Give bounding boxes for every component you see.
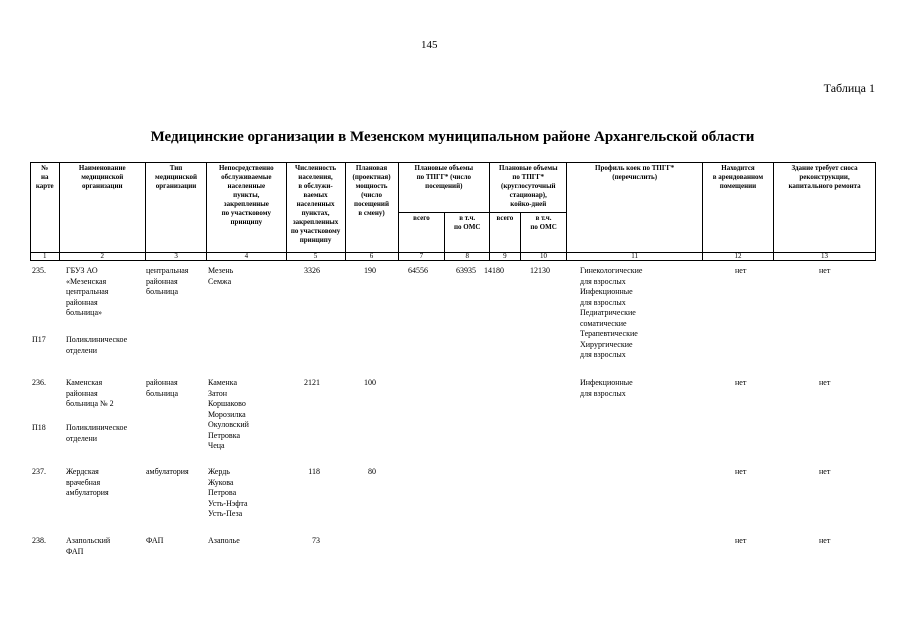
- population: 118: [308, 467, 320, 476]
- needs-repair: нет: [819, 536, 831, 545]
- department-name: Поликлиническое отделени: [66, 335, 128, 355]
- table-header: [30, 162, 876, 261]
- beddays-total: 14180: [484, 266, 504, 275]
- header-col-11: Профиль коек по ТПГГ* (перечислить): [567, 163, 702, 253]
- population: 3326: [304, 266, 320, 275]
- col-number: 4: [207, 253, 286, 261]
- col-number: 7: [398, 253, 445, 261]
- beddays-oms: 12130: [530, 266, 550, 275]
- row-number: 235.: [32, 266, 46, 275]
- page-number: 145: [421, 39, 438, 51]
- needs-repair: нет: [819, 266, 831, 275]
- col-number: 11: [567, 253, 702, 261]
- header-col-4: Непосредственно обслуживаемые населенные пункты, закрепленные по участковому принципу: [207, 163, 286, 253]
- row-number: 237.: [32, 467, 46, 476]
- header-col-5: Численность населения, в обслужи- ваемых населенных пунктах, закрепленных по участковому принципу: [286, 163, 345, 253]
- col-number: 3: [146, 253, 207, 261]
- org-name: ГБУЗ АО «Мезенская центральная районная больница»: [66, 266, 109, 317]
- table-row: [30, 266, 876, 378]
- rented-premises: нет: [735, 266, 747, 275]
- header-col-12: Находится в арендованном помещении: [702, 163, 773, 253]
- col-number: 6: [345, 253, 398, 261]
- org-name: Каменская районная больница № 2: [66, 378, 114, 408]
- header-col-1: № на карте: [31, 163, 60, 253]
- col-number: 13: [774, 253, 876, 261]
- org-type: ФАП: [146, 536, 164, 545]
- bed-profile: Инфекционные для взрослых: [580, 378, 633, 398]
- rented-premises: нет: [735, 378, 747, 387]
- document-title: Медицинские организации в Мезенском муниципальном районе Архангельской области: [150, 129, 755, 145]
- table-row: [30, 467, 876, 536]
- visits-total: 64556: [408, 266, 428, 275]
- needs-repair: нет: [819, 467, 831, 476]
- col-number: 5: [286, 253, 345, 261]
- col-number: 9: [490, 253, 521, 261]
- header-col-7: всего: [398, 213, 445, 253]
- settlements: Мезень Семжа: [208, 266, 234, 286]
- visits-oms: 63935: [456, 266, 476, 275]
- org-type: районная больница: [146, 378, 178, 398]
- population: 73: [312, 536, 320, 545]
- map-code: П18: [32, 423, 46, 432]
- col-number: 8: [445, 253, 490, 261]
- header-col-7-8: Плановые объемы по ТПГГ* (число посещений): [398, 163, 490, 213]
- header-col-8: в т.ч. по ОМС: [445, 213, 490, 253]
- header-col-2: Наименование медицинской организации: [59, 163, 146, 253]
- header-col-9-10: Плановые объемы по ТПГГ* (круглосуточный стационар), койко-дней: [490, 163, 567, 213]
- header-col-3: Тип медицинской организации: [146, 163, 207, 253]
- org-name: Азапольский ФАП: [66, 536, 111, 556]
- col-number: 1: [31, 253, 60, 261]
- settlements: Каменка Затон Коршаково Морозилка Окуловский Петровка Чеца: [208, 378, 249, 450]
- table-body: [30, 266, 876, 566]
- header-col-9: всего: [490, 213, 521, 253]
- col-number: 2: [59, 253, 146, 261]
- rented-premises: нет: [735, 467, 747, 476]
- header-col-10: в т.ч. по ОМС: [520, 213, 567, 253]
- settlements: Азаполье: [208, 536, 240, 545]
- population: 2121: [304, 378, 320, 387]
- row-number: 236.: [32, 378, 46, 387]
- col-number: 12: [702, 253, 773, 261]
- table-row: [30, 378, 876, 467]
- rented-premises: нет: [735, 536, 747, 545]
- table-row: [30, 536, 876, 566]
- header-col-6: Плановая (проектная) мощность (число посещений в смену): [345, 163, 398, 253]
- org-name: Жердская врачебная амбулатория: [66, 467, 109, 497]
- map-code: П17: [32, 335, 46, 344]
- col-number: 10: [520, 253, 567, 261]
- header-col-13: Здание требует сноса реконструкции, капитального ремонта: [774, 163, 876, 253]
- table-label: Таблица 1: [823, 81, 875, 95]
- settlements: Жердь Жукова Петрова Усть-Нэфта Усть-Пеза: [208, 467, 248, 518]
- bed-profile: Гинекологические для взрослых Инфекционные для взрослых Педиатрические соматические Терапевтические Хирургические для взрослых: [580, 266, 643, 359]
- row-number: 238.: [32, 536, 46, 545]
- capacity: 100: [364, 378, 376, 387]
- capacity: 80: [368, 467, 376, 476]
- org-type: амбулатория: [146, 467, 189, 476]
- department-name: Поликлиническое отделени: [66, 423, 128, 443]
- org-type: центральная районная больница: [146, 266, 189, 296]
- needs-repair: нет: [819, 378, 831, 387]
- capacity: 190: [364, 266, 376, 275]
